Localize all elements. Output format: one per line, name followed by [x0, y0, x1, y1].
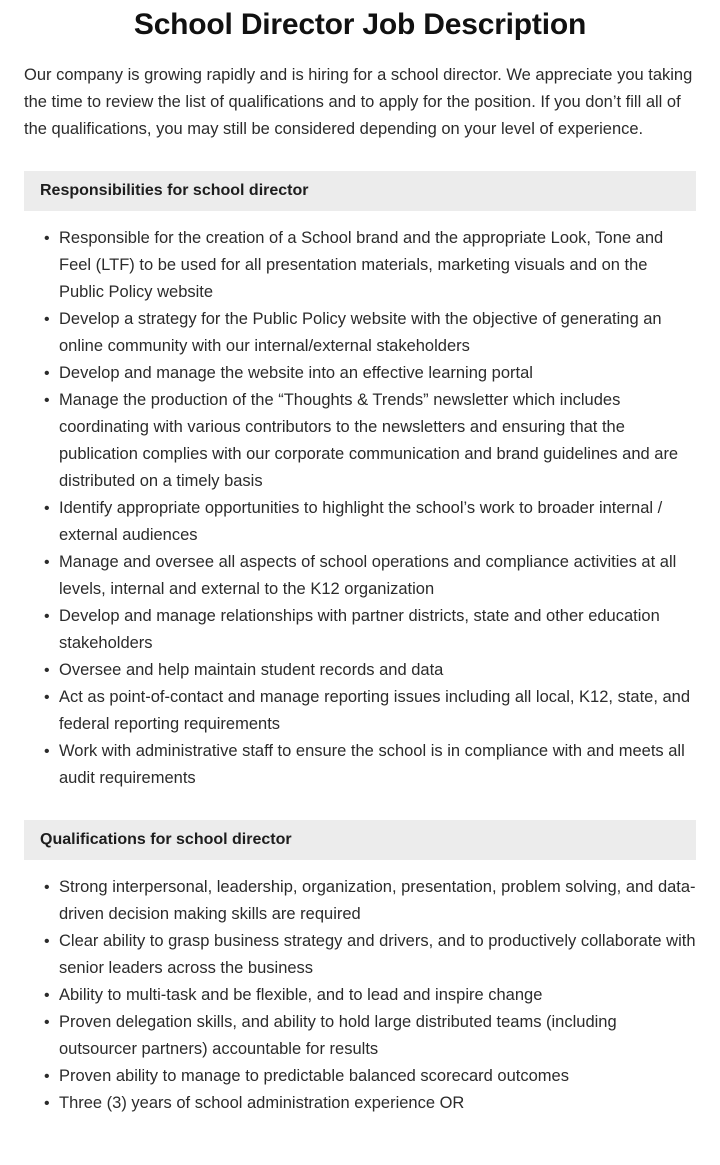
qualifications-list [0, 860, 720, 1117]
list-item: • Clear ability to grasp business strategy and drivers, and to productively collaborate with senior leaders across the business [24, 928, 696, 982]
list-item: • Ability to multi-task and be flexible, and to lead and inspire change [24, 982, 696, 1009]
list-item: • Act as point-of-contact and manage reporting issues including all local, K12, state, and federal reporting requirements [24, 684, 696, 738]
list-item: • Strong interpersonal, leadership, organization, presentation, problem solving, and data-driven decision making skills are required [24, 874, 696, 928]
list-item: • Develop and manage the website into an effective learning portal [24, 360, 696, 387]
list-item: • Proven delegation skills, and ability to hold large distributed teams (including outsourcer partners) accountable for results [24, 1009, 696, 1063]
list-item: • Work with administrative staff to ensure the school is in compliance with and meets all audit requirements [24, 738, 696, 792]
list-item: • Oversee and help maintain student records and data [24, 657, 696, 684]
list-item: • Proven ability to manage to predictable balanced scorecard outcomes [24, 1063, 696, 1090]
list-item: • Develop a strategy for the Public Policy website with the objective of generating an online community with our internal/external stakeholders [24, 306, 696, 360]
responsibilities-list [0, 211, 720, 792]
intro-paragraph: Our company is growing rapidly and is hiring for a school director. We appreciate you taking the time to review the list of qualifications and to apply for the position. If you don’t fill all of the qualifications, you may still be considered depending on your level of experience. [24, 66, 693, 138]
list-item: • Develop and manage relationships with partner districts, state and other education stakeholders [24, 603, 696, 657]
page-bottom-spacer [0, 1117, 720, 1135]
list-item: • Manage and oversee all aspects of school operations and compliance activities at all levels, internal and external to the K12 organization [24, 549, 696, 603]
section-header-qualifications [24, 820, 696, 860]
section-header-label: Qualifications for school director [40, 831, 292, 848]
list-item: • Responsible for the creation of a School brand and the appropriate Look, Tone and Feel (LTF) to be used for all presentation materials, marketing visuals and on the Public Policy website [24, 225, 696, 306]
page-title: School Director Job Description [133, 8, 587, 41]
list-item: • Manage the production of the “Thoughts & Trends” newsletter which includes coordinating with various contributors to the newsletters and ensuring that the publication complies with our corporate communication and brand guidelines and are distributed on a timely basis [24, 387, 696, 495]
section-header-label: Responsibilities for school director [40, 182, 309, 199]
section-responsibilities [0, 171, 720, 792]
section-qualifications [0, 820, 720, 1117]
list-item: • Identify appropriate opportunities to highlight the school’s work to broader internal / external audiences [24, 495, 696, 549]
section-header-responsibilities [24, 171, 696, 211]
list-item: • Three (3) years of school administration experience OR [24, 1090, 696, 1117]
